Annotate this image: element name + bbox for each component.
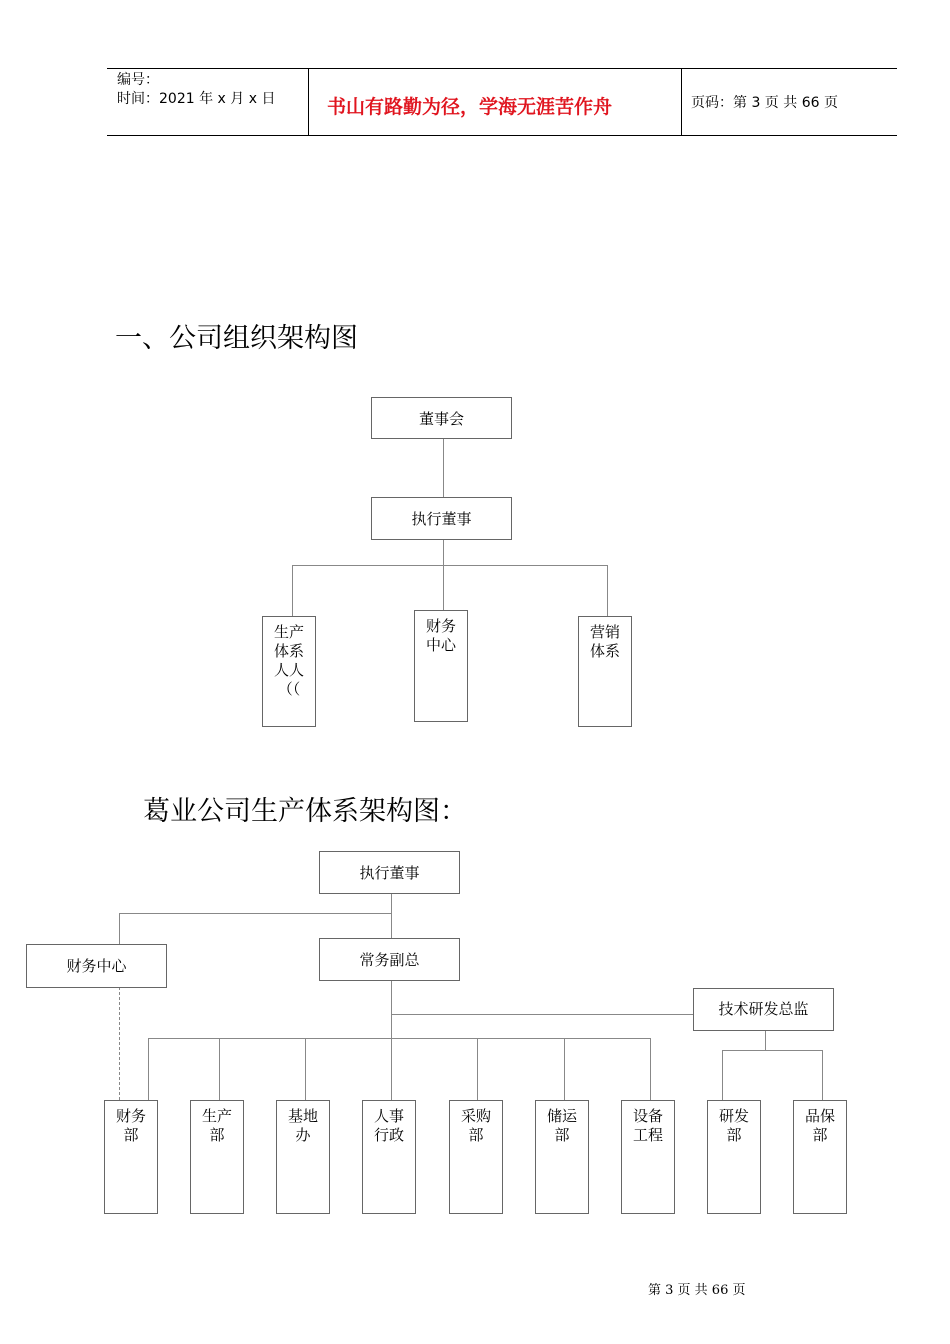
connector-dept-bar [148,1038,651,1039]
node-finance-center [414,610,468,722]
connector-deputy-down [391,980,392,1038]
dept-production-label: 生产部 [201,1107,232,1144]
header-code-label: 编号： [117,72,159,88]
header-page-label: 页码：第 3 页 共 66 页 [691,95,838,111]
node2-deputy-gm-label: 常务副总 [359,951,420,969]
connector-exec-deputy [391,893,392,939]
header-bottom-rule [107,135,897,136]
connector-to-marketing [607,565,608,616]
dept-quality-assurance [793,1100,847,1214]
connector-dept-logistics [564,1038,565,1100]
connector-dept-finance [148,1038,149,1100]
connector-board-exec [443,438,444,497]
dept-production [190,1100,244,1214]
section1-title: 一、公司组织架构图 [115,323,358,354]
node-production-system [262,616,316,727]
header-divider-right [681,68,682,136]
connector-exec-down [443,539,444,565]
connector-finance-dashed [119,987,120,1100]
connector-dept-equipment [650,1038,651,1100]
connector-dept-production [219,1038,220,1100]
header-top-rule [107,68,897,69]
connector-tech-down [765,1030,766,1051]
dept-logistics-label: 储运部 [546,1107,577,1144]
connector-finance-branch [119,913,391,914]
node-board [371,397,512,439]
dept-base-office [276,1100,330,1214]
node2-exec-director [319,851,460,894]
dept-quality-assurance-label: 品保部 [804,1107,835,1144]
connector-to-finance-center [119,913,120,944]
node-marketing-system-label: 营销体系 [589,623,620,660]
dept-finance [104,1100,158,1214]
connector-tech-bar [722,1050,823,1051]
connector-dept-hr [391,1038,392,1100]
dept-logistics [535,1100,589,1214]
dept-equipment-engineering-label: 设备工程 [632,1107,663,1144]
node2-tech-director [693,988,834,1031]
node-finance-center-label: 财务中心 [425,617,456,654]
dept-rnd-label: 研发部 [718,1107,749,1144]
page-footer: 第 3 页 共 66 页 [648,1283,746,1298]
connector-to-finance [443,565,444,610]
connector-dept-rnd [722,1050,723,1100]
node2-finance-center-label: 财务中心 [66,957,127,975]
connector-to-tech-director [391,1014,693,1015]
dept-hr-admin [362,1100,416,1214]
connector-dept-qa [822,1050,823,1100]
dept-base-office-label: 基地办 [287,1107,318,1144]
header-divider-left [308,68,309,136]
node2-deputy-gm [319,938,460,981]
node-marketing-system [578,616,632,727]
node-exec-director [371,497,512,540]
dept-purchasing [449,1100,503,1214]
node-exec-director-label: 执行董事 [411,510,472,528]
header-motto: 书山有路勤为径，学海无涯苦作舟 [327,96,613,118]
node-board-label: 董事会 [418,410,464,428]
dept-rnd [707,1100,761,1214]
dept-hr-admin-label: 人事行政 [373,1107,404,1144]
dept-purchasing-label: 采购部 [460,1107,491,1144]
connector-branch-bar [292,565,608,566]
node2-tech-director-label: 技术研发总监 [718,1000,809,1018]
dept-finance-label: 财务部 [115,1107,146,1144]
connector-dept-purchase [477,1038,478,1100]
connector-to-production [292,565,293,616]
node2-finance-center [26,944,167,988]
header-time-label: 时间：2021 年 x 月 x 日 [117,91,276,107]
connector-dept-base [305,1038,306,1100]
section2-title: 葛业公司生产体系架构图： [143,796,467,827]
node2-exec-director-label: 执行董事 [359,864,420,882]
dept-equipment-engineering [621,1100,675,1214]
node-production-system-label: 生产体系人人（（ [273,623,304,698]
